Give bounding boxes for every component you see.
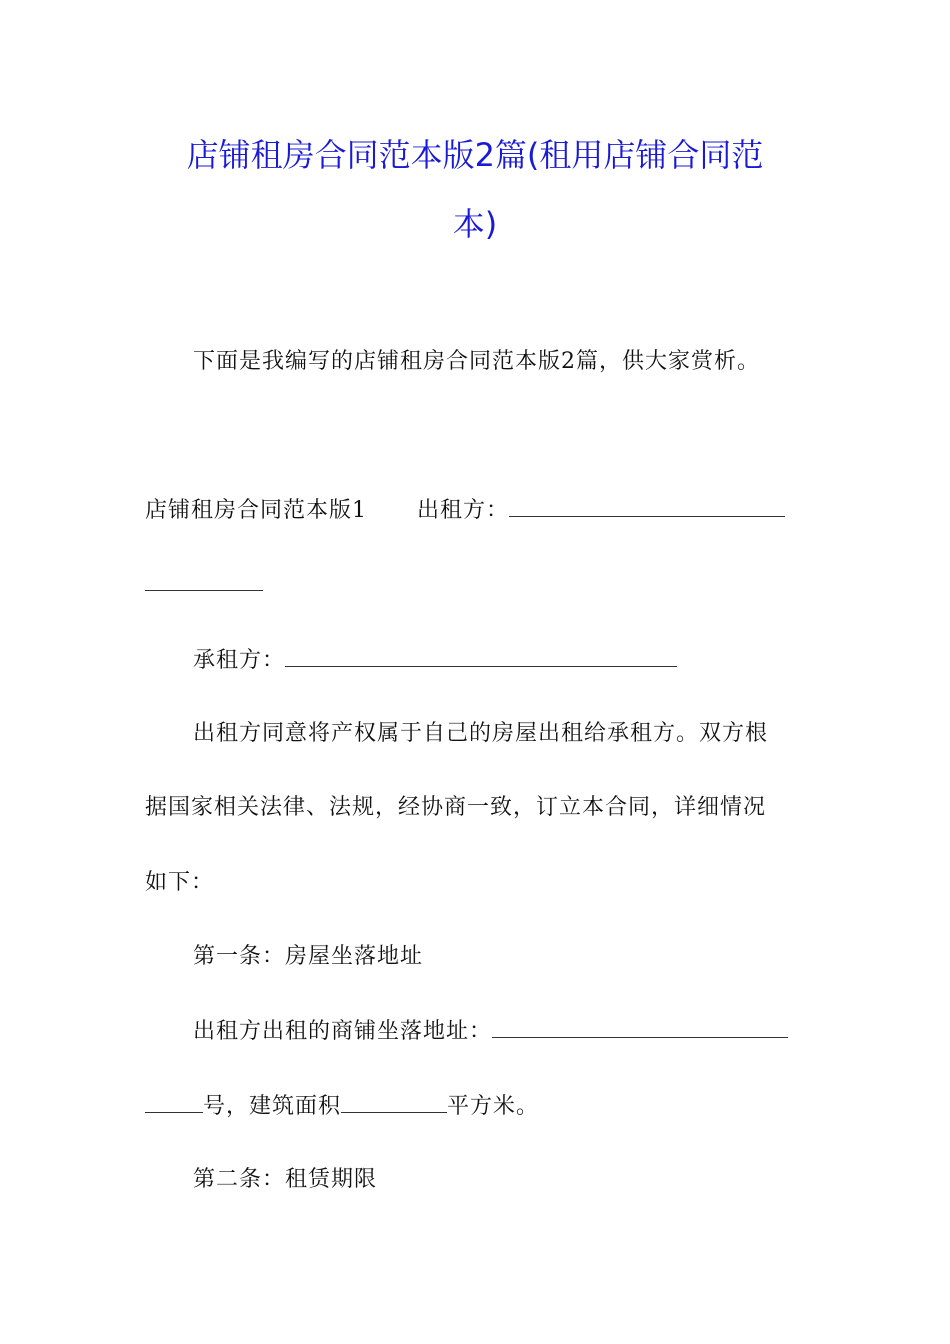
article-2-title: 第二条：租赁期限 — [193, 1167, 378, 1192]
address-blank — [492, 1017, 788, 1038]
paragraph-1-line-1: 出租方同意将产权属于自己的房屋出租给承租方。双方根 — [193, 721, 769, 746]
address-label: 出租方出租的商铺坐落地址： — [193, 1019, 493, 1044]
lessee-blank — [285, 646, 677, 667]
lessor-label: 出租方： — [417, 498, 510, 523]
article-1-title: 第一条：房屋坐落地址 — [193, 944, 424, 969]
number-suffix-label: 号，建筑面积 — [203, 1094, 342, 1119]
area-blank — [341, 1092, 447, 1113]
number-blank — [145, 1092, 203, 1113]
lessor-blank-continued-row — [145, 570, 263, 599]
lessor-blank-continued — [145, 570, 263, 591]
number-area-row — [145, 1092, 539, 1121]
document-title-line-2: 本) — [452, 205, 498, 243]
lessee-label: 承租方： — [193, 648, 286, 673]
contract-heading: 店铺租房合同范本版1 — [145, 498, 367, 523]
contract-heading-row — [145, 496, 785, 525]
lessor-blank — [509, 496, 785, 517]
intro-paragraph: 下面是我编写的店铺租房合同范本版2篇，供大家赏析。 — [193, 349, 760, 374]
paragraph-1-line-3: 如下： — [145, 870, 215, 895]
lessee-row — [193, 646, 677, 675]
area-unit-label: 平方米。 — [447, 1094, 540, 1119]
address-row — [193, 1017, 788, 1046]
document-title-line-1: 店铺租房合同范本版2篇(租用店铺合同范 — [186, 136, 764, 174]
paragraph-1-line-2: 据国家相关法律、法规，经协商一致，订立本合同，详细情况 — [145, 795, 767, 820]
